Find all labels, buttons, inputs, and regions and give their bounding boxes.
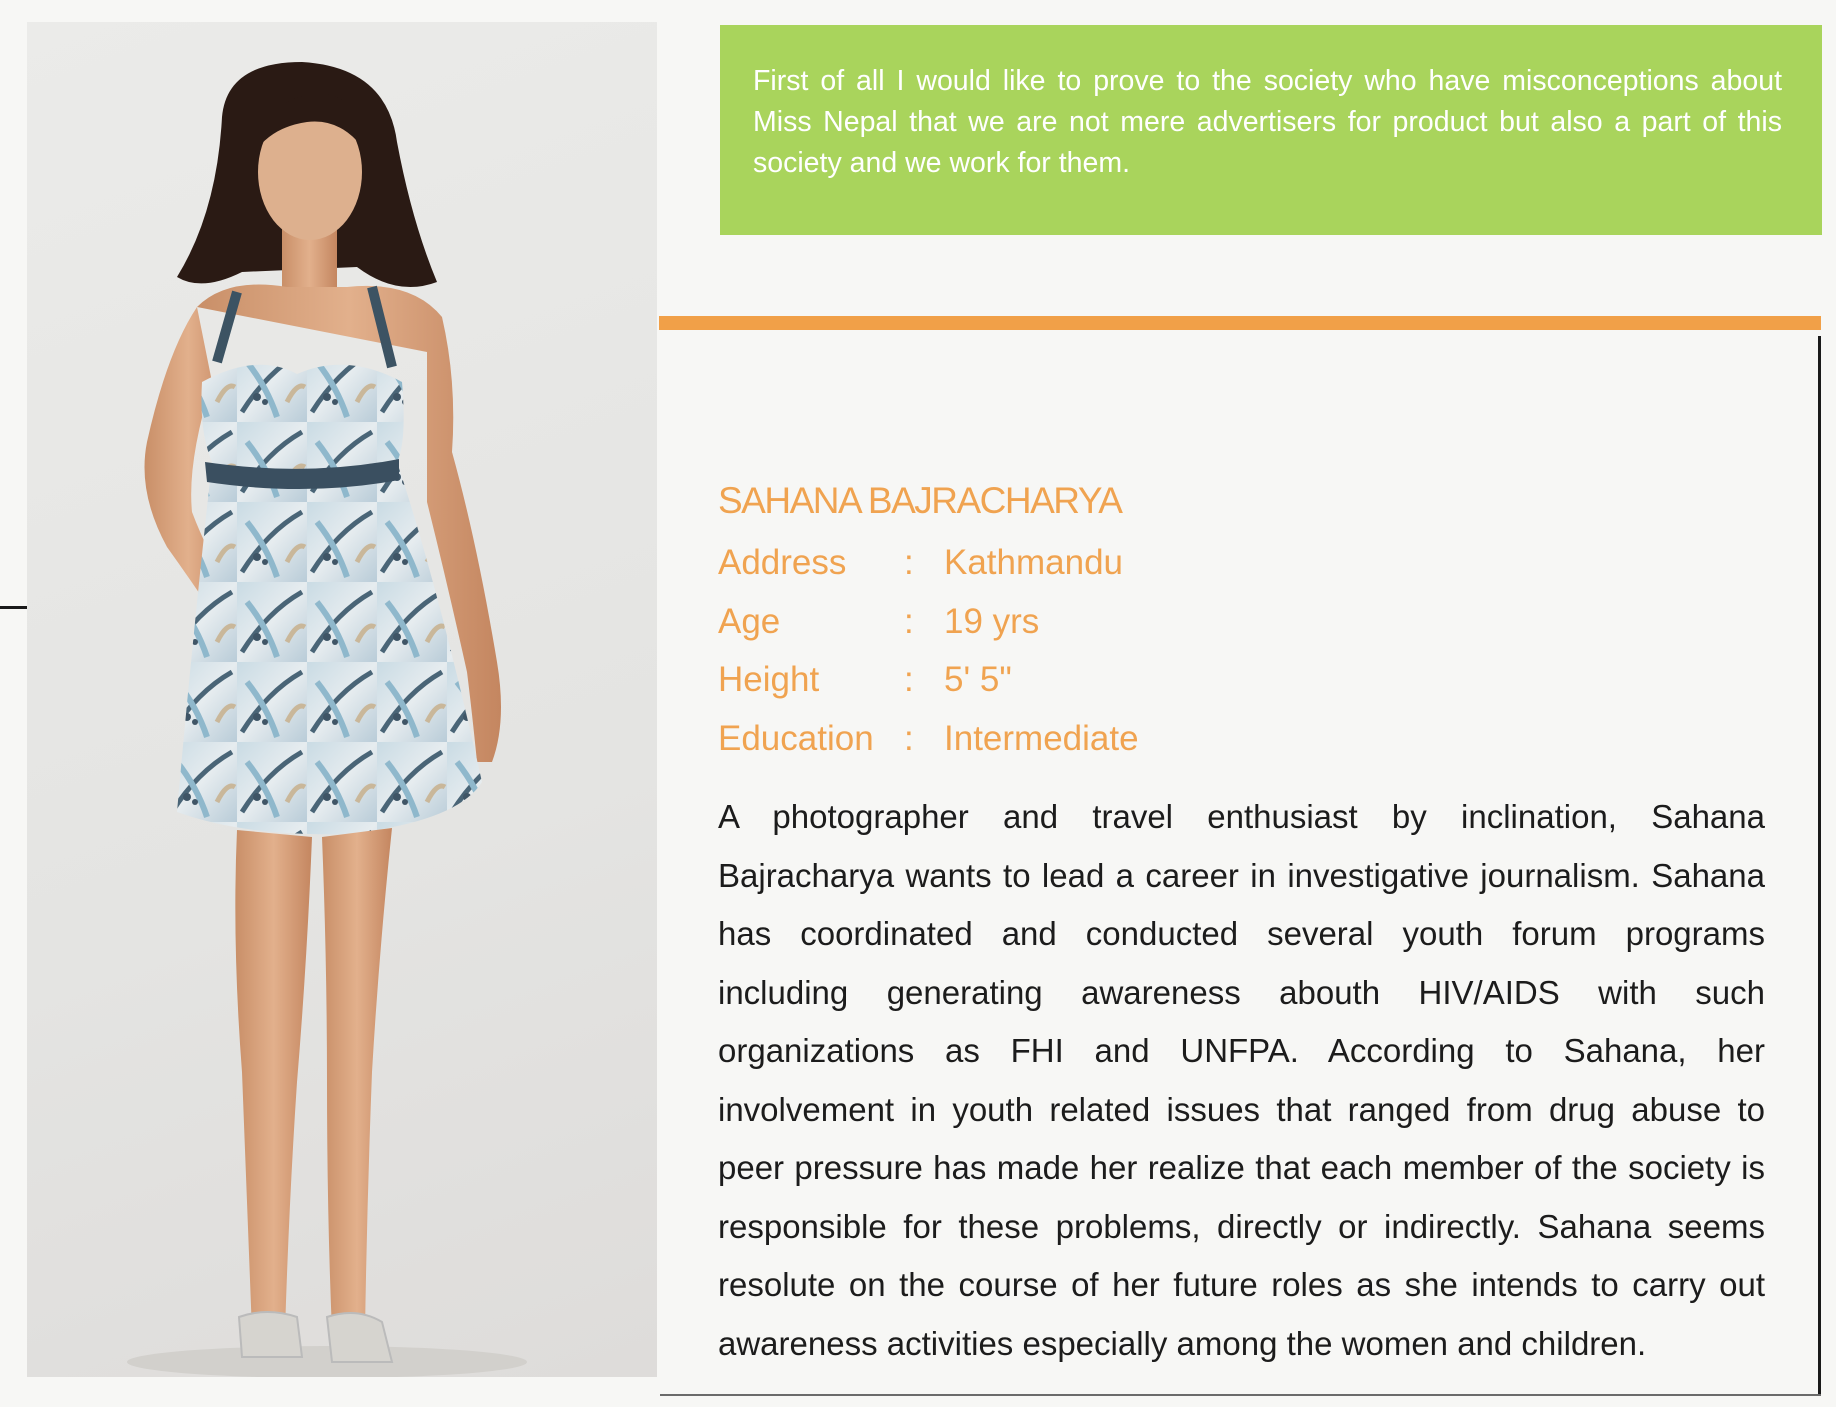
bio-paragraph: A photographer and travel enthusiast by inclination, Sahana Bajracharya wants to lead a career in investigative journalism. Sahana has coordinated and conducted several youth forum programs including generating awareness abouth HIV/AIDS with such organizations as FHI and UNFPA. According to Sahana, her involvement in youth related issues that ranged from drug abuse to peer pressure has made her realize that each member of the society is responsible for these problems, directly or indirectly. Sahana seems resolute on the course of her future roles as she intends to carry out awareness activities especially among the women and children. bbox=[718, 798, 1765, 1362]
contestant-photo bbox=[27, 22, 657, 1377]
detail-label: Address bbox=[718, 543, 847, 582]
detail-label: Education bbox=[718, 718, 874, 758]
detail-separator: : bbox=[904, 660, 914, 699]
detail-education bbox=[718, 714, 1139, 773]
contestant-figure bbox=[27, 22, 657, 1377]
detail-separator: : bbox=[904, 718, 914, 758]
frame-right-border bbox=[1818, 336, 1821, 1396]
contestant-name: SAHANA BAJRACHARYA bbox=[718, 480, 1122, 521]
profile-details bbox=[718, 538, 1139, 772]
frame-bottom-border bbox=[660, 1394, 1821, 1396]
detail-separator: : bbox=[904, 543, 914, 582]
detail-value: Kathmandu bbox=[944, 543, 1124, 582]
quote-text: First of all I would like to prove to the society who have misconceptions about Miss Nepal that we are not mere advertisers for product but also a part of this society and we work for them. bbox=[753, 65, 1782, 179]
detail-height bbox=[718, 655, 1139, 714]
left-edge-rule bbox=[0, 606, 27, 609]
detail-age bbox=[718, 597, 1139, 656]
detail-label: Age bbox=[718, 601, 781, 641]
detail-separator: : bbox=[904, 601, 914, 641]
detail-label: Height bbox=[718, 660, 820, 699]
quote-box bbox=[720, 25, 1822, 235]
detail-value: 19 yrs bbox=[944, 601, 1040, 641]
detail-address bbox=[718, 538, 1139, 597]
detail-value: 5' 5" bbox=[944, 660, 1012, 699]
detail-value: Intermediate bbox=[944, 718, 1139, 758]
orange-divider bbox=[659, 316, 1821, 330]
